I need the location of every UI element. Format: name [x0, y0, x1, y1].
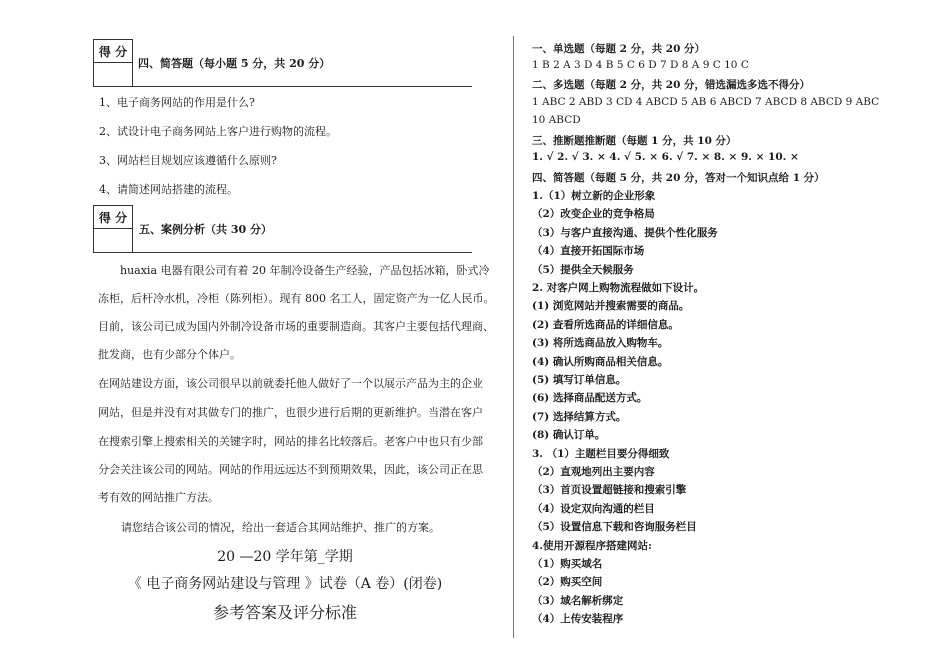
answer-line: (1) 浏览网站并搜索需要的商品。 — [532, 300, 690, 312]
question-2: 2、试设计电子商务网站上客户进行购物的流程。 — [99, 125, 337, 138]
answer-line: (2) 查看所选商品的详细信息。 — [532, 319, 679, 331]
section5-underline — [132, 252, 472, 253]
answer-line: 4.使用开源程序搭建网站: — [532, 540, 652, 552]
answer-line: (5) 填写订单信息。 — [532, 374, 627, 386]
answer-line: 二、多选题（每题 2 分，共 20 分，错选漏选多选不得分） — [532, 79, 811, 91]
case-request: 请您结合该公司的情况，给出一套适合其网站维护、推广的方案。 — [121, 521, 440, 534]
column-divider — [513, 36, 514, 638]
answer-line: (6) 选择商品配送方式。 — [532, 392, 648, 404]
answer-line: 1.（1）树立新的企业形象 — [532, 190, 656, 202]
answer-line: (8) 确认订单。 — [532, 429, 606, 441]
answer-line: （5）提供全天候服务 — [532, 264, 634, 276]
answer-line: 三、推断题推断题（每题 1 分，共 10 分） — [532, 135, 737, 147]
answer-line: （2）购买空间 — [532, 576, 603, 588]
answer-line: (7) 选择结算方式。 — [532, 411, 627, 423]
answer-line: 1 ABC 2 ABD 3 CD 4 ABCD 5 AB 6 ABCD 7 ABCD 8 ABCD 9 ABC — [532, 96, 880, 108]
question-1: 1、电子商务网站的作用是什么? — [99, 96, 255, 109]
answer-line: （5）设置信息下载和咨询服务栏目 — [532, 521, 697, 533]
answer-line: （4）直接开拓国际市场 — [532, 245, 645, 257]
score-box-2 — [93, 205, 133, 253]
answer-line: （3）首页设置超链接和搜索引擎 — [532, 484, 687, 496]
answer-line: （1）购买域名 — [532, 558, 603, 570]
answer-line: （3）与客户直接沟通、提供个性化服务 — [532, 227, 718, 239]
footer-answer-title: 参考答案及评分标准 — [212, 603, 357, 622]
answer-line: 2. 对客户网上购物流程做如下设计。 — [532, 282, 705, 294]
answer-line: (3) 将所选商品放入购物车。 — [532, 337, 669, 349]
question-3: 3、网站栏目规划应该遵循什么原则? — [99, 154, 277, 167]
answer-line: 10 ABCD — [532, 114, 581, 126]
answer-line: （4）设定双向沟通的栏目 — [532, 503, 655, 515]
answer-line: 四、简答题（每题 5 分，共 20 分，答对一个知识点给 1 分） — [532, 172, 825, 184]
answer-line: （4）上传安装程序 — [532, 613, 624, 625]
question-4: 4、请简述网站搭建的流程。 — [99, 183, 238, 196]
answer-line: （2）直观地列出主要内容 — [532, 466, 655, 478]
answer-line: (4) 确认所购商品相关信息。 — [532, 356, 669, 368]
answer-line: （2）改变企业的竞争格局 — [532, 208, 655, 220]
answer-line: （3）域名解析绑定 — [532, 595, 624, 607]
score-box-1 — [93, 39, 133, 87]
score-box-label: 得 分 — [94, 206, 132, 229]
footer-year: 20 —20 学年第_学期 — [217, 549, 353, 565]
score-box-label: 得 分 — [94, 40, 132, 63]
footer-exam-title: 《 电子商务网站建设与管理 》试卷（A 卷）(闭卷) — [127, 576, 443, 592]
answer-line: 1 B 2 A 3 D 4 B 5 C 6 D 7 D 8 A 9 C 10 C — [532, 59, 749, 71]
section4-underline — [132, 86, 472, 87]
answer-line: 一、单选题（每题 2 分，共 20 分） — [532, 43, 706, 55]
answer-line: 1. √ 2. √ 3. × 4. √ 5. × 6. √ 7. × 8. × 9. × 10. × — [532, 151, 799, 163]
answer-line: 3. （1）主题栏目要分得细致 — [532, 448, 670, 460]
section4-title: 四、简答题（每小题 5 分，共 20 分） — [138, 57, 331, 70]
section5-title: 五、案例分析（共 30 分） — [139, 223, 272, 236]
